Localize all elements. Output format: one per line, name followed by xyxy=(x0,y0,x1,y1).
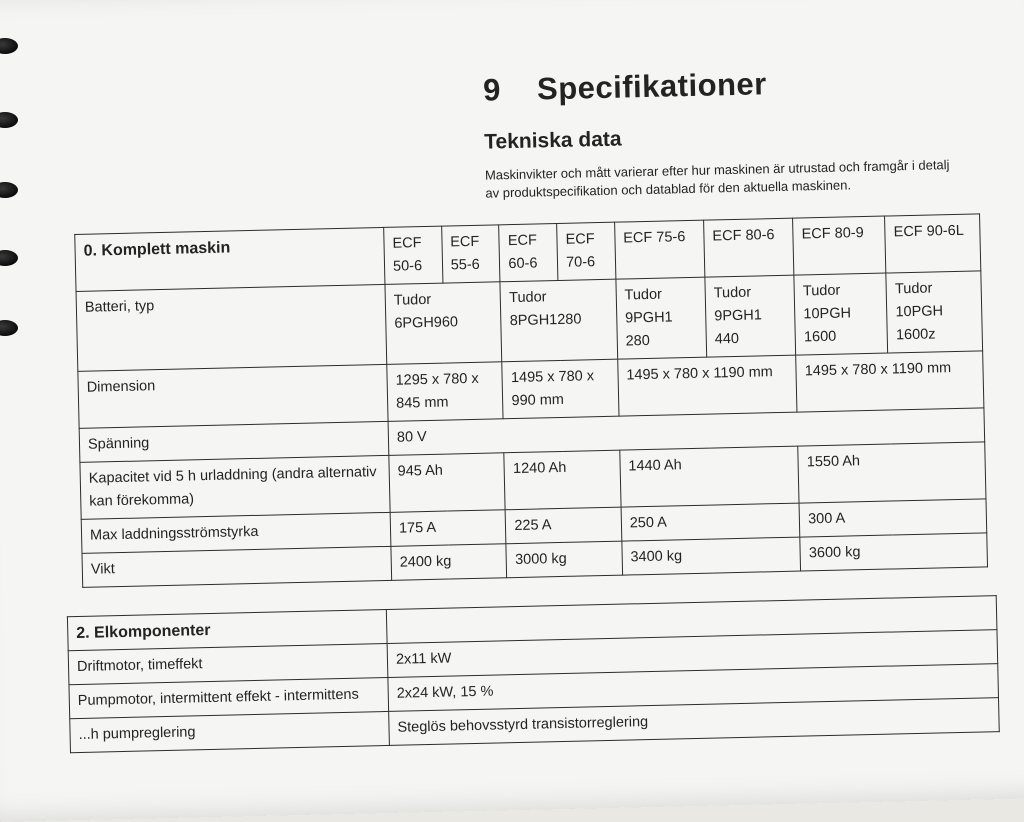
model-cell: ECF 55-6 xyxy=(441,225,500,283)
row-label: Batteri, typ xyxy=(76,284,387,371)
chapter-title: Specifikationer xyxy=(536,66,768,107)
value-cell: 250 A xyxy=(621,503,800,541)
row-label: Driftmotor, timeffekt xyxy=(68,643,388,684)
value-cell: 1495 x 780 x 1190 mm xyxy=(618,355,798,416)
spiral-binding xyxy=(0,0,26,768)
value-cell: Tudor 10PGH 1600 xyxy=(794,273,888,355)
value-cell: Steglös behovsstyrd transistorreglering xyxy=(389,698,1000,746)
row-label: Kapacitet vid 5 h urladdning (andra alternativ kan förekomma) xyxy=(80,455,390,519)
value-cell: 3400 kg xyxy=(622,537,801,575)
value-cell: 2x24 kW, 15 % xyxy=(388,664,999,712)
value-cell: 945 Ah xyxy=(389,453,506,513)
value-cell: 1295 x 780 x 845 mm xyxy=(387,362,504,422)
value-cell: Tudor 9PGH1 280 xyxy=(616,277,707,359)
value-cell: 1495 x 780 x 1190 mm xyxy=(796,351,984,412)
value-cell: 1240 Ah xyxy=(504,450,621,510)
intro-text: Maskinvikter och mått varierar efter hur maskinen är utrustad och framgår i detalj av produktspecifikation och datablad för den aktuella maskinen. xyxy=(484,157,950,201)
value-cell: 300 A xyxy=(799,499,987,537)
model-cell: ECF 50-6 xyxy=(384,226,443,284)
value-cell: Tudor 6PGH960 xyxy=(385,282,502,365)
spec-table-electrical xyxy=(67,595,1000,753)
value-cell: Tudor 8PGH1280 xyxy=(500,279,617,362)
row-label: ...h pumpreglering xyxy=(70,711,390,752)
chapter-heading xyxy=(483,66,767,108)
value-cell: Tudor 10PGH 1600z xyxy=(886,271,983,353)
binding-ring xyxy=(0,182,18,198)
value-cell: 2400 kg xyxy=(391,544,507,581)
value-cell: 3000 kg xyxy=(506,541,622,578)
binding-ring xyxy=(0,250,18,266)
value-cell: 175 A xyxy=(390,510,506,547)
section-title: Tekniska data xyxy=(483,127,622,154)
model-cell: ECF 75-6 xyxy=(614,220,704,279)
binding-ring xyxy=(0,112,18,128)
value-cell: 1550 Ah xyxy=(798,442,986,503)
model-cell: ECF 70-6 xyxy=(557,222,616,280)
model-cell: ECF 60-6 xyxy=(499,224,558,282)
row-label: Dimension xyxy=(78,364,388,428)
value-cell: 1495 x 780 x 990 mm xyxy=(502,359,619,419)
binding-ring xyxy=(0,38,18,54)
page-edge xyxy=(282,0,991,6)
binding-ring xyxy=(0,320,18,336)
model-cell: ECF 90-6L xyxy=(885,214,981,273)
value-cell: Tudor 9PGH1 440 xyxy=(705,275,796,357)
value-cell: 80 V xyxy=(388,408,985,456)
value-cell: 2x11 kW xyxy=(387,630,998,678)
row-label: Spänning xyxy=(79,421,389,462)
spec-table-complete-machine xyxy=(74,213,988,587)
chapter-number: 9 xyxy=(482,72,502,108)
row-label: Vikt xyxy=(82,546,392,587)
value-cell: 225 A xyxy=(506,507,622,544)
section-header: 0. Komplett maskin xyxy=(75,227,385,291)
section-header: 2. Elkomponenter xyxy=(67,609,387,650)
row-label: Pumpmotor, intermittent effekt - intermittens xyxy=(69,677,389,718)
model-cell: ECF 80-6 xyxy=(704,218,794,277)
value-cell: 3600 kg xyxy=(800,533,988,571)
model-cell: ECF 80-9 xyxy=(793,216,886,275)
value-cell: 1440 Ah xyxy=(620,446,800,507)
row-label: Max laddningsströmstyrka xyxy=(81,512,391,553)
